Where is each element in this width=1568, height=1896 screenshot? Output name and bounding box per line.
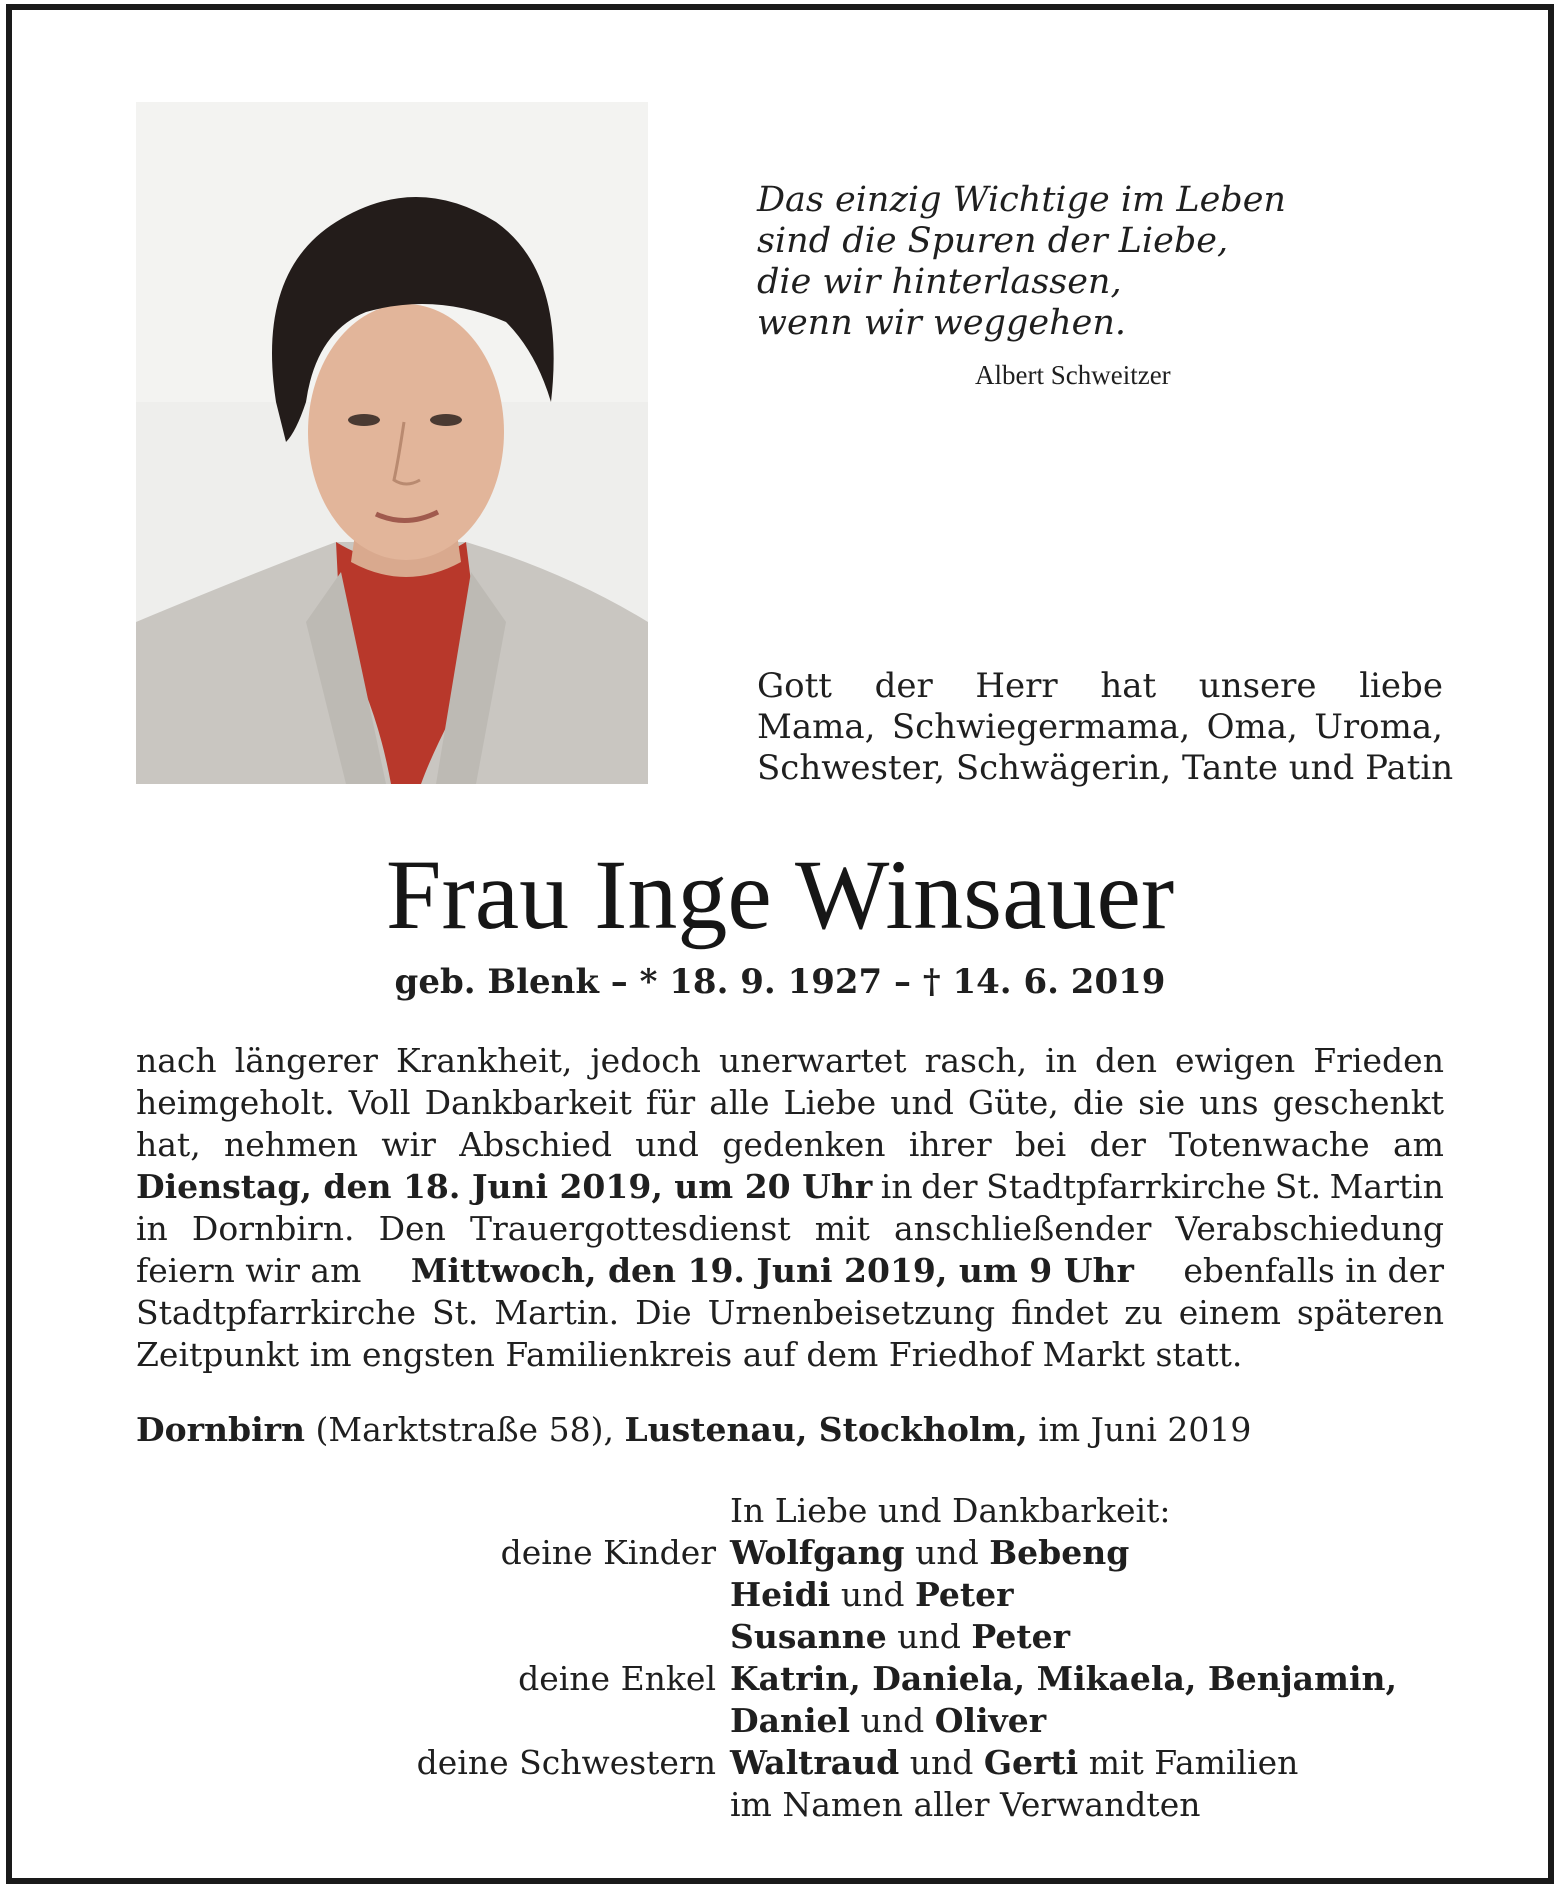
signature-block (136, 1490, 1444, 1826)
quote-line: die wir hinterlassen, (757, 262, 1122, 302)
signature-row (136, 1742, 1444, 1784)
signature-names: Bebeng (989, 1533, 1130, 1572)
body-line-8: Zeitpunkt im engsten Familienkreis auf dem Friedhof Markt statt. (136, 1335, 1243, 1374)
quote-line: sind die Spuren der Liebe, (757, 221, 1229, 261)
wake-date: Dienstag, den 18. Juni 2019, um 20 Uhr (136, 1167, 873, 1206)
signature-names (730, 1658, 1397, 1700)
signature-names: und (897, 1617, 961, 1656)
signature-names: Susanne (730, 1617, 887, 1656)
word: Mama, (757, 707, 876, 747)
signature-names: und (915, 1533, 979, 1572)
signature-names (730, 1742, 1298, 1784)
word: jedoch (590, 1041, 701, 1080)
word: Totenwache (1169, 1125, 1370, 1164)
word: Martin. (494, 1293, 620, 1332)
signature-role (136, 1700, 730, 1742)
portrait-photo (136, 102, 648, 784)
word: Gott (757, 666, 832, 706)
word: Liebe (783, 1083, 877, 1122)
date: im Juni 2019 (1038, 1410, 1252, 1449)
intro-line-1 (757, 666, 1443, 707)
body-line-1 (136, 1040, 1444, 1082)
word: ewigen (1175, 1041, 1296, 1080)
signature-row (136, 1532, 1444, 1574)
word: hat, (136, 1125, 201, 1164)
address: (Marktstraße 58), (315, 1410, 614, 1449)
word: zu (1124, 1293, 1163, 1332)
signature-role: deine Schwestern (416, 1743, 716, 1782)
signature-role: deine Kinder (500, 1533, 716, 1572)
word: sie (1138, 1083, 1186, 1122)
word: ebenfalls in der (1183, 1251, 1444, 1290)
signature-row (136, 1658, 1444, 1700)
city-dornbirn: Dornbirn (136, 1410, 305, 1449)
signature-names: Heidi (730, 1575, 831, 1614)
funeral-date: Mittwoch, den 19. Juni 2019, um 9 Uhr (410, 1251, 1134, 1290)
word: und (890, 1083, 954, 1122)
word: am (1392, 1125, 1444, 1164)
word: Frieden (1313, 1041, 1444, 1080)
word: Stadtpfarrkirche (986, 1167, 1267, 1206)
signature-names: Katrin, Daniela, Mikaela, Benjamin, (730, 1659, 1397, 1698)
word: längerer (234, 1041, 378, 1080)
word: der (1089, 1125, 1146, 1164)
word: Dornbirn. (191, 1209, 355, 1248)
signature-closing-row (136, 1784, 1444, 1826)
signature-names: Peter (971, 1617, 1070, 1656)
word: rasch, (924, 1041, 1028, 1080)
signature-names: Gerti (983, 1743, 1079, 1782)
word: liebe (1359, 666, 1443, 706)
cities: Lustenau, Stockholm, (624, 1410, 1028, 1449)
quote-author: Albert Schweitzer (975, 360, 1171, 390)
signature-names (730, 1700, 1046, 1742)
signature-names (730, 1532, 1129, 1574)
word: uns (1199, 1083, 1259, 1122)
word: heimgeholt. (136, 1083, 335, 1122)
word: mit (814, 1209, 870, 1248)
signature-row (136, 1574, 1444, 1616)
signature-role-spacer (136, 1490, 730, 1532)
body-line-5 (136, 1208, 1444, 1250)
word: nach (136, 1041, 217, 1080)
word: einem (1178, 1293, 1281, 1332)
word: die (1072, 1083, 1125, 1122)
word: Trauergottesdienst (469, 1209, 791, 1248)
word: ihrer (908, 1125, 992, 1164)
body-line-7 (136, 1292, 1444, 1334)
signature-row (136, 1700, 1444, 1742)
word: Verabschiedung (1175, 1209, 1444, 1248)
body-line-2 (136, 1082, 1444, 1124)
signature-role-spacer (136, 1784, 730, 1826)
word: nehmen (223, 1125, 359, 1164)
word: Abschied (459, 1125, 613, 1164)
quote-line: Das einzig Wichtige im Leben (757, 180, 1286, 220)
signature-names (730, 1616, 1070, 1658)
body-line-3 (136, 1124, 1444, 1166)
word: Urnenbeisetzung (707, 1293, 996, 1332)
word: in (1045, 1041, 1078, 1080)
signature-row (136, 1616, 1444, 1658)
intro-text (757, 666, 1454, 789)
word: Die (635, 1293, 692, 1332)
word: Krankheit, (395, 1041, 573, 1080)
word: Voll (348, 1083, 411, 1122)
intro-line-3: Schwester, Schwägerin, Tante und Patin (757, 748, 1454, 788)
portrait-illustration (136, 102, 648, 784)
word: in (880, 1167, 913, 1206)
word: St. (432, 1293, 479, 1332)
signature-names: und (860, 1701, 925, 1740)
word: Güte, (967, 1083, 1059, 1122)
signature-role (136, 1574, 730, 1616)
word: unsere (1198, 666, 1317, 706)
word: Den (378, 1209, 446, 1248)
word: Herr (975, 666, 1058, 706)
word: den (1095, 1041, 1157, 1080)
word: findet (1011, 1293, 1109, 1332)
word: der (874, 666, 933, 706)
birth-death-line: geb. Blenk – * 18. 9. 1927 – † 14. 6. 2019 (394, 962, 1166, 1002)
quote-block (757, 180, 1357, 344)
quote-line: wenn wir weggehen. (757, 303, 1127, 343)
word: alle (709, 1083, 770, 1122)
signature-names: Wolfgang (730, 1533, 905, 1572)
word: Oma, (1206, 707, 1298, 747)
obituary-page (6, 4, 1554, 1884)
word: unerwartet (718, 1041, 907, 1080)
signature-names: Daniel (730, 1701, 851, 1740)
word: späteren (1296, 1293, 1444, 1332)
word: feiern wir am (136, 1251, 362, 1290)
word: anschließender (893, 1209, 1152, 1248)
word: für (645, 1083, 696, 1122)
word: und (635, 1125, 699, 1164)
intro-line-2 (757, 707, 1443, 748)
word: der (921, 1167, 978, 1206)
body-line-6 (136, 1250, 1444, 1292)
signature-names: mit Familien (1088, 1743, 1299, 1782)
signature-names: Peter (914, 1575, 1014, 1614)
signature-names: Oliver (934, 1701, 1047, 1740)
signature-names: Waltraud (730, 1743, 900, 1782)
signature-role: deine Enkel (518, 1659, 716, 1698)
word: hat (1100, 666, 1157, 706)
word: Stadtpfarrkirche (136, 1293, 417, 1332)
body-line-4 (136, 1166, 1444, 1208)
word: bei (1014, 1125, 1067, 1164)
signature-names: und (909, 1743, 974, 1782)
signature-role (136, 1616, 730, 1658)
signature-names (730, 1574, 1014, 1616)
word: Martin (1329, 1167, 1444, 1206)
word: St. (1274, 1167, 1322, 1206)
obituary-body (136, 1040, 1444, 1376)
signature-heading: In Liebe und Dankbarkeit: (730, 1491, 1171, 1530)
word: wir (381, 1125, 436, 1164)
word: in (136, 1209, 168, 1248)
signature-names: und (840, 1575, 905, 1614)
signature-heading-row (136, 1490, 1444, 1532)
word: geschenkt (1272, 1083, 1444, 1122)
word: Schwiegermama, (891, 707, 1191, 747)
signature-closing: im Namen aller Verwandten (730, 1785, 1201, 1824)
word: Uroma, (1314, 707, 1443, 747)
deceased-name: Frau Inge Winsauer (385, 839, 1175, 950)
place-date-line (136, 1410, 1251, 1449)
word: Dankbarkeit (424, 1083, 632, 1122)
word: gedenken (722, 1125, 886, 1164)
